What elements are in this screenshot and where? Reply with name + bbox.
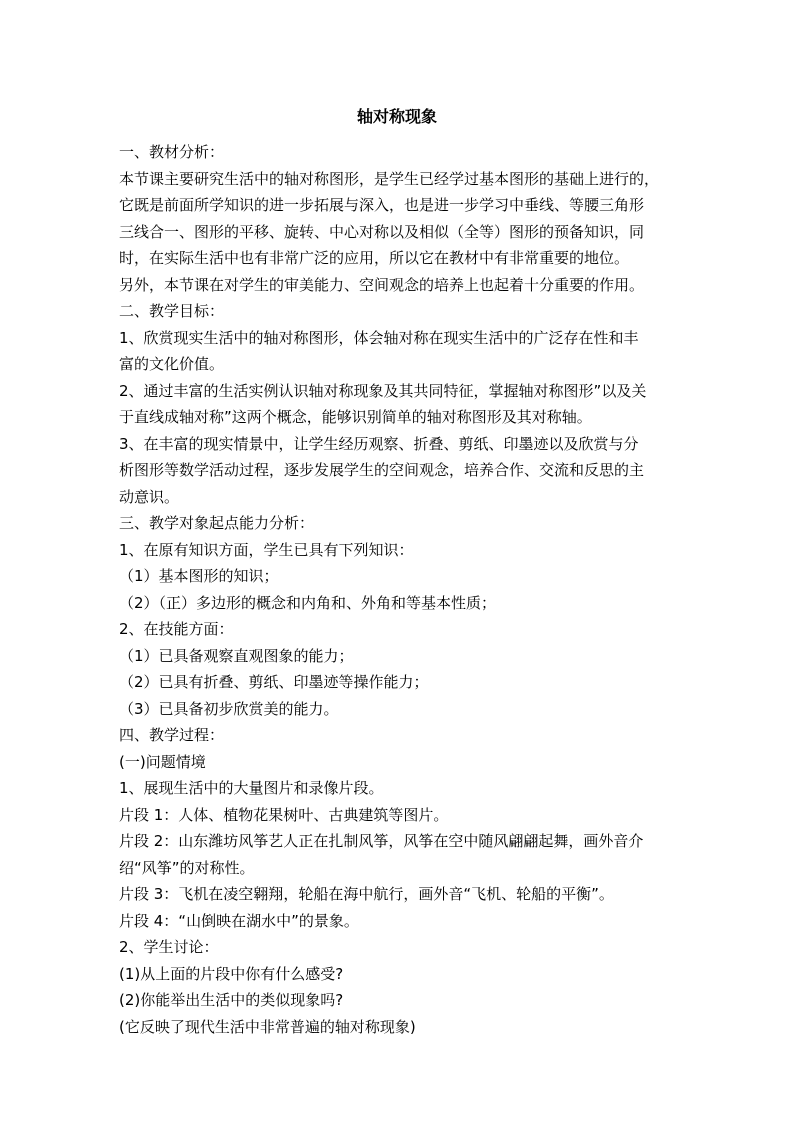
text-line: 富的文化价值。 bbox=[119, 355, 225, 373]
text-line: 一、教材分析： bbox=[119, 143, 225, 161]
text-line: （2）已具有折叠、剪纸、印墨迹等操作能力； bbox=[119, 673, 429, 691]
text-line: 片段 4：“山倒映在湖水中”的景象。 bbox=[119, 911, 359, 930]
text-line: 2、学生讨论： bbox=[119, 938, 219, 956]
document-title: 轴对称现象 bbox=[356, 107, 437, 126]
text-line: (1)从上面的片段中你有什么感受? bbox=[119, 964, 344, 983]
text-line: 二、教学目标： bbox=[119, 302, 225, 320]
text-line: （1）基本图形的知识； bbox=[119, 567, 279, 585]
text-line: 另外，本节课在对学生的审美能力、空间观念的培养上也起着十分重要的作用。 bbox=[119, 275, 645, 294]
text-line: (它反映了现代生活中非常普遍的轴对称现象) bbox=[119, 1017, 416, 1036]
text-line: 3、在丰富的现实情景中，让学生经历观察、折叠、剪纸、印墨迹以及欣赏与分 bbox=[119, 434, 639, 453]
text-line: 片段 1：人体、植物花果树叶、古典建筑等图片。 bbox=[119, 805, 449, 824]
text-line: (2)你能举出生活中的类似现象吗? bbox=[119, 991, 344, 1009]
text-line: 时，在实际生活中也有非常广泛的应用，所以它在教材中有非常重要的地位。 bbox=[119, 249, 630, 267]
text-line: (一)问题情境 bbox=[119, 752, 206, 771]
document-body bbox=[119, 139, 679, 1040]
text-line: 1、在原有知识方面，学生已具有下列知识： bbox=[119, 540, 414, 559]
text-line: 析图形等数学活动过程，逐步发展学生的空间观念，培养合作、交流和反思的主 bbox=[119, 461, 645, 479]
text-line: （1）已具备观察直观图象的能力； bbox=[119, 646, 354, 665]
text-line: 2、在技能方面： bbox=[119, 620, 234, 638]
text-line: 它既是前面所学知识的进一步拓展与深入，也是进一步学习中垂线、等腰三角形 bbox=[119, 196, 645, 214]
text-line: 2、通过丰富的生活实例认识轴对称现象及其共同特征，掌握轴对称图形”以及关 bbox=[119, 381, 647, 400]
text-line: 1、展现生活中的大量图片和录像片段。 bbox=[119, 779, 384, 797]
text-line: 绍“风筝”的对称性。 bbox=[119, 858, 255, 877]
text-line: 片段 2：山东潍坊风筝艺人正在扎制风筝，风筝在空中随风翩翩起舞，画外音介 bbox=[119, 832, 644, 850]
text-line: 1、欣赏现实生活中的轴对称图形，体会轴对称在现实生活中的广泛存在性和丰 bbox=[119, 328, 639, 347]
text-line: 本节课主要研究生活中的轴对称图形，是学生已经学过基本图形的基础上进行的， bbox=[119, 169, 660, 188]
text-line: 三、教学对象起点能力分析： bbox=[119, 514, 315, 532]
text-line: 于直线成轴对称”这两个概念，能够识别简单的轴对称图形及其对称轴。 bbox=[119, 408, 592, 426]
text-line: 四、教学过程： bbox=[119, 726, 225, 744]
text-line: （3）已具备初步欣赏美的能力。 bbox=[119, 699, 339, 718]
text-line: 三线合一、图形的平移、旋转、中心对称以及相似（全等）图形的预备知识，同 bbox=[119, 222, 645, 241]
text-line: 动意识。 bbox=[119, 487, 180, 506]
text-line: （2）（正）多边形的概念和内角和、外角和等基本性质； bbox=[119, 593, 497, 612]
text-line: 片段 3：飞机在凌空翱翔，轮船在海中航行，画外音“飞机、轮船的平衡”。 bbox=[119, 885, 614, 903]
